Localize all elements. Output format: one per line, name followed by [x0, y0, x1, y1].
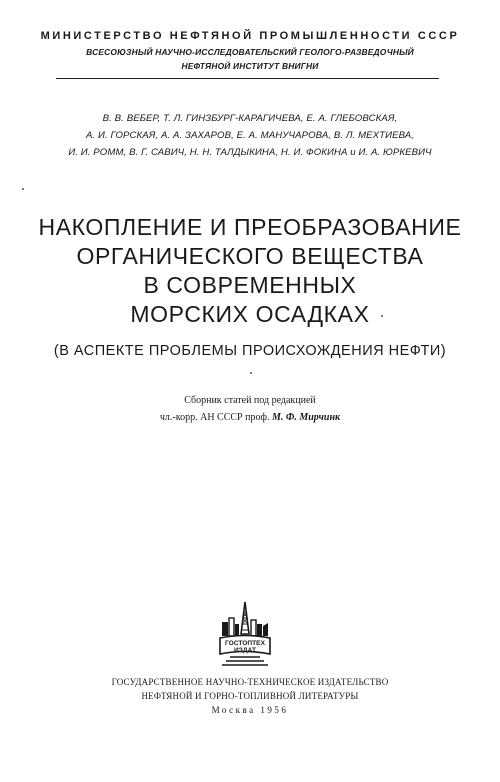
publisher-city-year: Москва 1956 — [211, 705, 289, 715]
logo-text-line-1: ГОСТОПТЕХ — [225, 640, 265, 647]
title-line-4: МОРСКИХ ОСАДКАХ — [130, 301, 370, 327]
authors-line-3: И. И. РОММ, В. Г. САВИЧ, Н. Н. ТАЛДЫКИНА, Н. И. ФОКИНА и И. А. ЮРКЕВИЧ — [68, 147, 432, 158]
authors-line-1: В. В. ВЕБЕР, Т. Л. ГИНЗБУРГ-КАРАГИЧЕВА, Е. А. ГЛЕБОВСКАЯ, — [102, 113, 398, 124]
publisher-line-1: ГОСУДАРСТВЕННОЕ НАУЧНО-ТЕХНИЧЕСКОЕ ИЗДАТЕЛЬСТВО — [111, 677, 389, 687]
title-line-3: В СОВРЕМЕННЫХ — [143, 272, 357, 298]
book-title — [0, 213, 500, 329]
book-subtitle: (В АСПЕКТЕ ПРОБЛЕМЫ ПРОИСХОЖДЕНИЯ НЕФТИ) — [53, 343, 447, 359]
editor-title: чл.-корр. АН СССР проф. — [159, 412, 270, 423]
logo-text-line-2: ИЗДАТ — [233, 647, 257, 654]
publisher-line-2: НЕФТЯНОЙ И ГОРНО-ТОПЛИВНОЙ ЛИТЕРАТУРЫ — [141, 691, 359, 701]
paper-speck — [22, 188, 24, 190]
paper-speck — [250, 372, 252, 374]
title-line-2: ОРГАНИЧЕСКОГО ВЕЩЕСТВА — [76, 243, 424, 269]
editor-line-2 — [0, 409, 500, 426]
institute-line-1: ВСЕСОЮЗНЫЙ НАУЧНО-ИССЛЕДОВАТЕЛЬСКИЙ ГЕОЛОГО-РАЗВЕДОЧНЫЙ — [86, 47, 414, 57]
header-divider — [56, 78, 439, 79]
editor-credit — [0, 392, 500, 426]
editor-line-1: Сборник статей под редакцией — [184, 395, 316, 406]
editor-name: М. Ф. Мирчинк — [271, 412, 341, 423]
authors-block — [0, 110, 500, 161]
institute-line-2: НЕФТЯНОЙ ИНСТИТУТ ВНИГНИ — [181, 61, 319, 71]
paper-speck — [381, 315, 383, 317]
authors-line-2: А. И. ГОРСКАЯ, А. А. ЗАХАРОВ, Е. А. МАНУЧАРОВА, В. Л. МЕХТИЕВА, — [85, 130, 415, 141]
gostoptekhizdat-logo-icon — [216, 600, 274, 668]
ministry-heading: МИНИСТЕРСТВО НЕФТЯНОЙ ПРОМЫШЛЕННОСТИ СССР — [40, 30, 460, 42]
publisher-block — [0, 675, 500, 717]
title-line-1: НАКОПЛЕНИЕ И ПРЕОБРАЗОВАНИЕ — [38, 214, 462, 240]
